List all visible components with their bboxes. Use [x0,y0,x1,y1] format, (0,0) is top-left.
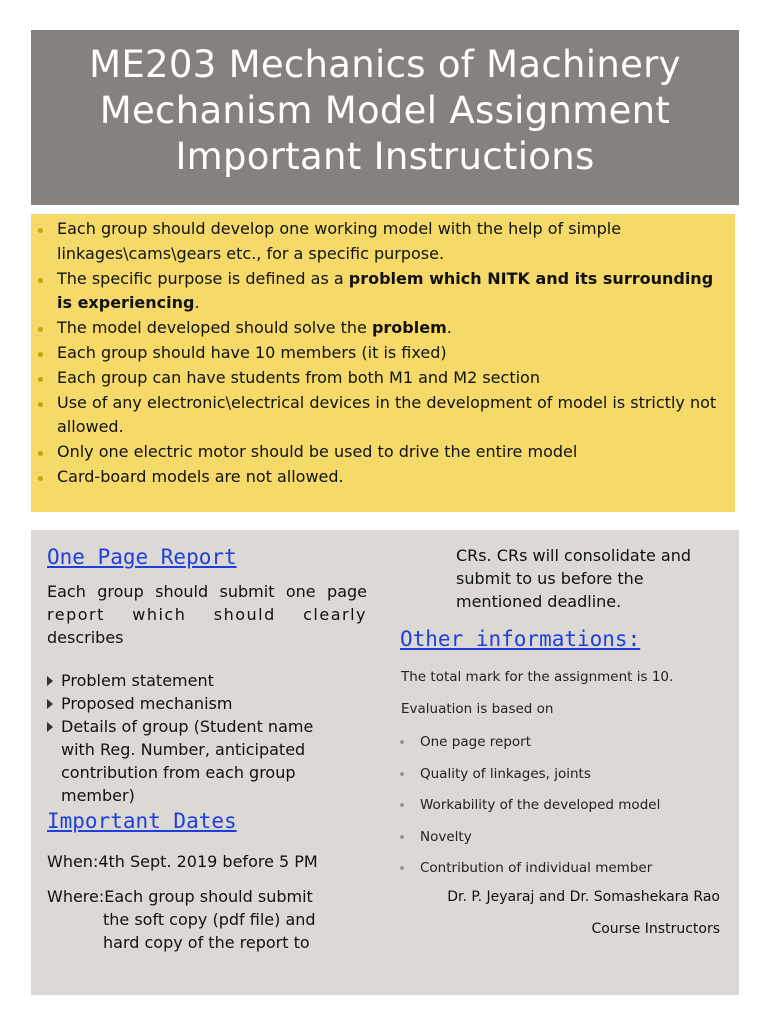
instruction-text: Only one electric motor should be used to drive the entire model [57,442,578,462]
instructor-names: Dr. P. Jeyaraj and Dr. Somashekara Rao [447,889,720,905]
instruction-item [57,341,725,366]
when-line [47,850,318,873]
report-items-list [61,669,351,807]
criteria-item: Contribution of individual member [420,858,730,890]
where-line [47,885,347,954]
instruction-item [57,366,725,391]
report-item: Problem statement [61,669,351,692]
where-value: Each group should submit the soft copy (pdf file) and hard copy of the report to [103,887,316,952]
instruction-text: Use of any electronic\electrical devices in the development of model is strictly not allowed. [57,392,717,437]
details-panel [31,530,739,995]
title-line-2: Mechanism Model Assignment [99,89,671,132]
when-label: When: [47,852,99,871]
instruction-emphasis: problem [371,318,447,338]
important-dates-heading[interactable]: Important Dates [47,809,237,833]
title-line-3: Important Instructions [175,135,595,178]
instruction-item [57,391,725,441]
instruction-text: The model developed should solve the [57,318,372,338]
instruction-text: Each group should have 10 members (it is fixed) [57,342,447,362]
criteria-item: One page report [420,732,730,764]
other-informations-heading[interactable]: Other informations: [400,627,641,651]
report-intro [47,580,367,649]
title-banner [31,30,739,205]
instructions-list [57,217,725,490]
where-label: Where: [47,887,105,906]
instruction-text: Each group should develop one working model with the help of simple linkages\cams\gears etc., for a specific purpose. [57,219,622,263]
instruction-item [57,440,725,465]
criteria-item: Workability of the developed model [420,795,730,827]
report-intro-line-3: describes [47,628,124,647]
instructor-role: Course Instructors [591,921,720,937]
report-intro-line-1: Each group should submit one page [47,582,367,601]
instruction-text: Each group can have students from both M1 and M2 section [57,367,540,387]
instruction-text: . [194,293,200,313]
instruction-item [57,465,725,490]
where-continuation: CRs. CRs will consolidate and submit to us before the mentioned deadline. [456,546,692,611]
evaluation-text: Evaluation is based on [401,701,554,717]
instruction-emphasis: problem which NITK and its surrounding is experiencing [57,268,714,313]
criteria-item: Quality of linkages, joints [420,764,730,796]
instruction-item [57,316,725,341]
total-mark-text: The total mark for the assignment is 10. [401,669,674,685]
when-value: 4th Sept. 2019 before 5 PM [98,852,318,871]
report-item: Proposed mechanism [61,692,351,715]
instruction-text: Card-board models are not allowed. [57,466,344,486]
instruction-text: The specific purpose is defined as a [57,268,349,288]
title-line-1: ME203 Mechanics of Machinery [89,43,681,86]
instruction-item [57,267,725,317]
instruction-item [57,217,725,267]
report-item: Details of group (Student name with Reg. Number, anticipated contribution from each group member) [61,715,351,807]
instruction-text: . [446,318,452,338]
one-page-report-heading[interactable]: One Page Report [47,545,237,569]
criteria-item: Novelty [420,827,730,859]
evaluation-criteria-list [420,732,730,890]
report-intro-line-2: report which should clearly [47,605,367,624]
instructions-panel [31,214,735,512]
